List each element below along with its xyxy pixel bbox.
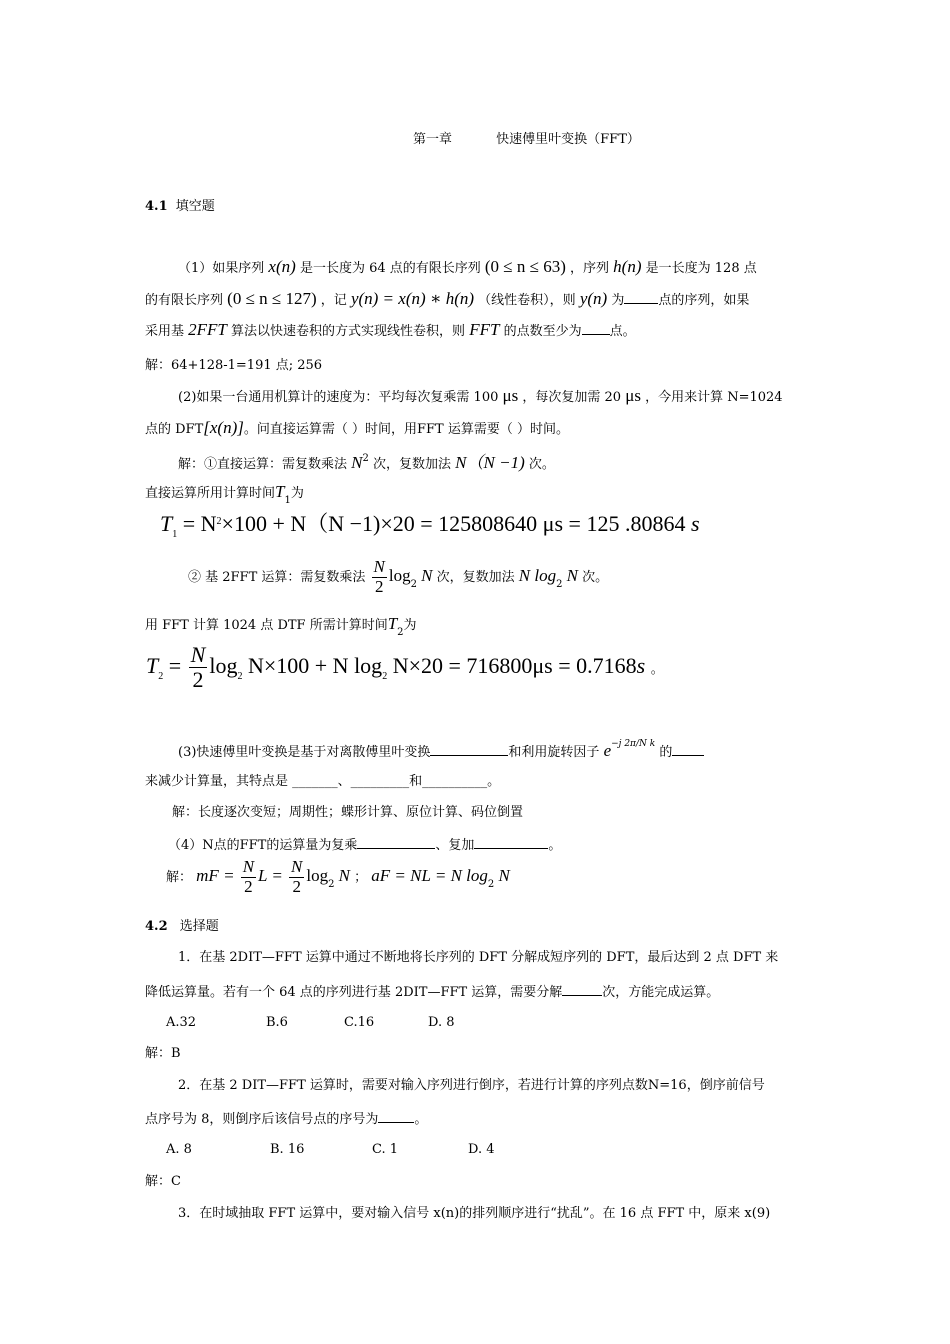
math-n-n-minus-1: N（N −1) [455,453,525,472]
chapter-name: 快速傅里叶变换（FFT） [496,132,640,147]
math-l: L = [258,866,283,885]
text: 解： [166,870,193,885]
q3-line2: 来减少计算量，其特点是 _______、_________和__________。 [145,774,501,789]
q1-line1 [178,259,757,277]
answer-blank [357,836,435,849]
text: ② 基 2FFT 运算：需复数乘法 [188,570,366,585]
answer-blank [624,291,658,304]
q1-line3 [145,322,636,340]
math-conv: y(n) = x(n) ∗ h(n) [350,289,475,308]
text: 是一长度为 128 点 [645,261,757,276]
unit: s [636,653,646,678]
math-n: N [351,453,363,472]
q3-line1 [178,736,704,761]
math-n: N [498,866,510,885]
mc1-line1: 1．在基 2DIT—FFT 运算中通过不断地将长序列的 DFT 分解成短序列的 DFT，最后达到 2 点 DFT 来 [178,950,779,965]
math-mf: mF = [196,866,235,885]
mc3-line1: 3．在时域抽取 FFT 运算中，要对输入信号 x(n)的排列顺序进行“扰乱”。在 16 点 FFT 中，原来 x(9) [178,1206,771,1221]
exponent: 2 [362,453,369,464]
section-number: 4.1 [145,199,168,214]
log: log [209,653,238,678]
text: ，今用来计算 N=1024 [645,390,783,405]
option-a: A.32 [166,1015,197,1030]
q2-line1 [178,388,783,406]
equation-part: N×20 = 716800μs = 0.7168 [392,653,637,678]
math-e: e [603,741,612,760]
subscript: 1 [172,529,178,540]
equation-part: ×100 + N（N −1)×20 = 125808640 μs = 125 .80864 [221,511,686,536]
t2-equation [146,640,664,692]
option-c: C. 1 [372,1142,399,1157]
log-base: 2 [328,879,335,890]
q2-solution-1 [178,451,555,473]
text: (3)快速傅里叶变换是基于对离散傅里叶变换 [178,745,431,760]
text: 为 [611,293,625,308]
math-fft: FFT [469,320,500,339]
mc1-line2 [145,983,719,1001]
t1-intro [145,484,304,509]
mc2-options [166,1142,495,1158]
text: 次，复数加法 [436,570,515,585]
text: 解：①直接运算：需复数乘法 [178,457,348,472]
math-hn: h(n) [613,257,642,276]
chapter-label: 第一章 [413,132,453,147]
math-nlog: N log [518,566,557,585]
option-a: A. 8 [166,1142,192,1157]
numerator: N [242,857,255,877]
t2-intro [145,616,417,641]
text: 次，方能完成运算。 [602,985,720,1000]
text: 、复加 [435,838,475,853]
q1-answer: 解：64+128-1=191 点; 256 [145,358,323,373]
text: 算法以快速卷积的方式实现线性卷积，则 [231,324,466,339]
q4-line1 [168,836,561,854]
math-af: aF = NL = N log [371,866,488,885]
t1-equation [160,508,700,549]
fraction-n-over-2 [189,643,208,692]
separator: ； [354,870,368,885]
mc1-options [166,1015,455,1031]
mc2-line2 [145,1110,427,1128]
math-n: N [338,866,350,885]
math-range: (0 ≤ n ≤ 127) [227,289,317,308]
fraction-n-over-2 [241,858,256,896]
text: ，每次复加需 20 [522,390,622,405]
text: 次，复数加法 [373,457,452,472]
equation-part: N×100 + N log [247,653,383,678]
math-yn: y(n) [579,289,608,308]
log: log [388,566,411,585]
denominator: 2 [192,667,204,693]
section-number: 4.2 [145,919,168,934]
log-base: 2 [410,579,417,590]
q2-line2 [145,420,569,438]
unit: s [690,511,700,536]
equals: = [168,653,182,678]
math-xn: x(n) [268,257,296,276]
answer-blank [430,743,508,756]
option-c: C.16 [344,1015,375,1030]
math-2fft: 2FFT [188,320,227,339]
text: （1）如果序列 [178,261,265,276]
text: ，记 [320,293,347,308]
text: 为 [403,618,417,633]
text: 降低运算量。若有一个 64 点的序列进行基 2DIT—FFT 运算，需要分解 [145,985,563,1000]
subscript: 2 [397,627,404,638]
text: 点序号为 8，则倒序后该信号点的序号为 [145,1112,379,1127]
fraction-n-over-2 [372,558,387,596]
q3-answer: 解：长度逐次变短；周期性；蝶形计算、原位计算、码位倒置 [172,805,524,820]
numerator: N [291,857,303,877]
denominator: 2 [374,577,384,596]
text: 的 [659,745,673,760]
answer-blank [378,1110,414,1123]
fraction-n-over-2 [289,858,304,896]
subscript: 1 [284,495,291,506]
math-t: T [387,614,398,633]
text: 点。 [609,324,636,339]
log-base: 2 [487,879,495,890]
text: 采用基 [145,324,185,339]
log-base: 2 [237,671,243,682]
denominator: 2 [292,877,301,896]
exponent: −j 2π/N k [611,739,656,749]
log-base: 2 [382,671,388,682]
subscript: 2 [158,671,164,682]
text: 的点数至少为 [503,324,582,339]
math-n: N [421,566,433,585]
text: 次。 [582,570,609,585]
mc2-line1: 2．在基 2 DIT—FFT 运算时，需要对输入序列进行倒序，若进行计算的序列点数N=16，倒序前信号 [178,1078,765,1093]
answer-blank [474,836,548,849]
math-n: N [566,566,578,585]
section-4-1-heading [145,199,215,215]
math-t: T [146,653,159,678]
math-dft-arg: [x(n)] [203,418,244,437]
mc2-answer: 解：C [145,1174,181,1189]
answer-blank [582,322,610,335]
section-title: 选择题 [179,919,219,934]
text: 用 FFT 计算 1024 点 DTF 所需计算时间 [145,618,388,633]
text: 。 [548,838,562,853]
math-t: T [160,511,173,536]
math-t: T [275,482,285,501]
equation-part: = N [182,511,217,536]
q4-answer [166,854,510,898]
text: 和利用旋转因子 [508,745,600,760]
section-title: 填空题 [175,199,215,214]
log: log [306,866,329,885]
math-range: (0 ≤ n ≤ 63) [484,257,566,276]
text: 是一长度为 64 点的有限长序列 [299,261,481,276]
answer-blank [672,743,704,756]
denominator: 2 [244,877,253,896]
text: （4）N点的FFT的运算量为复乘 [168,838,358,853]
section-4-2-heading [145,919,219,935]
q2-solution-2 [188,554,608,598]
option-d: D. 4 [468,1142,495,1157]
option-b: B. 16 [270,1142,305,1157]
text: 点的 DFT [145,422,204,437]
numerator: N [373,557,385,577]
math-mus: μs [502,386,519,405]
text: 的有限长序列 [145,293,224,308]
text: 点的序列，如果 [658,293,750,308]
math-mus: μs [625,386,641,405]
log-base: 2 [556,579,563,590]
text: ，序列 [570,261,610,276]
text: 。 [414,1112,428,1127]
option-d: D. 8 [428,1015,455,1030]
page-title [413,132,640,148]
text: 次。 [528,457,555,472]
numerator: N [190,642,206,668]
text: 直接运算所用计算时间 [145,486,276,501]
option-b: B.6 [266,1015,288,1030]
text: 。问直接运算需（ ）时间，用FFT 运算需要（ ）时间。 [243,422,569,437]
exponent: 2 [216,516,222,527]
q1-line2 [145,291,749,309]
answer-blank [562,983,602,996]
text: (2)如果一台通用机算计的速度为：平均每次复乘需 100 [178,390,499,405]
text: 为 [290,486,304,501]
mc1-answer: 解：B [145,1046,181,1061]
text: （线性卷积），则 [478,293,576,308]
period: 。 [650,661,664,676]
